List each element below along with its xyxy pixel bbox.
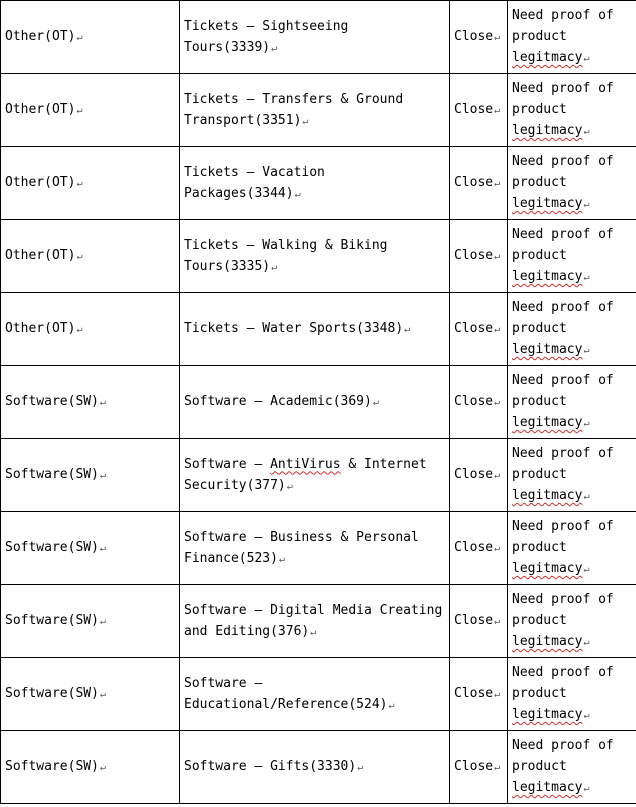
category-text: Other(OT) — [5, 29, 76, 44]
table-row — [1, 147, 636, 220]
paragraph-mark-icon: ↵ — [357, 762, 364, 773]
status-text: Close — [454, 613, 494, 628]
paragraph-mark-icon: ↵ — [76, 32, 83, 43]
category-text: Software(SW) — [5, 759, 99, 774]
note-cell — [508, 439, 636, 512]
status-text: Close — [454, 540, 494, 555]
spellcheck-word: legitmacy — [512, 707, 583, 722]
note-cell — [508, 512, 636, 585]
product-name-cell — [180, 147, 450, 220]
paragraph-mark-icon: ↵ — [583, 783, 590, 794]
paragraph-mark-icon: ↵ — [494, 470, 501, 481]
paragraph-mark-icon: ↵ — [583, 53, 590, 64]
status-cell — [450, 74, 508, 147]
paragraph-mark-icon: ↵ — [294, 188, 301, 200]
product-name-cell — [180, 293, 450, 366]
paragraph-mark-icon: ↵ — [286, 480, 293, 492]
product-name-cell — [180, 1, 450, 74]
product-name-text: Tickets – Water Sports(3348) — [184, 321, 404, 336]
paragraph-mark-icon: ↵ — [583, 345, 590, 356]
status-text: Close — [454, 102, 494, 117]
status-cell — [450, 512, 508, 585]
status-text: Close — [454, 321, 494, 336]
product-name-text: Software – Gifts(3330) — [184, 759, 357, 774]
category-cell — [1, 366, 180, 439]
table-row — [1, 220, 636, 293]
paragraph-mark-icon: ↵ — [583, 126, 590, 137]
category-cell — [1, 439, 180, 512]
status-cell — [450, 585, 508, 658]
note-text: Need proof of product — [512, 81, 614, 117]
status-text: Close — [454, 686, 494, 701]
product-name-text: Software – Educational/Reference(524) — [184, 675, 388, 712]
table-row — [1, 585, 636, 658]
status-text: Close — [454, 29, 494, 44]
paragraph-mark-icon: ↵ — [494, 543, 501, 554]
status-text: Close — [454, 467, 494, 482]
spellcheck-word: legitmacy — [512, 415, 583, 430]
category-text: Software(SW) — [5, 686, 99, 701]
status-cell — [450, 147, 508, 220]
paragraph-mark-icon: ↵ — [99, 470, 106, 481]
paragraph-mark-icon: ↵ — [494, 397, 501, 408]
paragraph-mark-icon: ↵ — [76, 178, 83, 189]
category-cell — [1, 74, 180, 147]
paragraph-mark-icon: ↵ — [404, 324, 411, 335]
spellcheck-word: legitmacy — [512, 123, 583, 138]
note-cell — [508, 1, 636, 74]
note-cell — [508, 293, 636, 366]
status-cell — [450, 293, 508, 366]
spellcheck-word: legitmacy — [512, 488, 583, 503]
table-row — [1, 439, 636, 512]
note-cell — [508, 220, 636, 293]
note-cell — [508, 147, 636, 220]
status-cell — [450, 220, 508, 293]
status-cell — [450, 1, 508, 74]
note-cell — [508, 74, 636, 147]
note-text: Need proof of product — [512, 738, 614, 774]
product-name-text: Tickets – Walking & Biking Tours(3335) — [184, 237, 388, 274]
status-cell — [450, 731, 508, 804]
paragraph-mark-icon: ↵ — [583, 199, 590, 210]
paragraph-mark-icon: ↵ — [494, 689, 501, 700]
product-name-cell — [180, 512, 450, 585]
status-text: Close — [454, 175, 494, 190]
table-row — [1, 731, 636, 804]
category-text: Software(SW) — [5, 467, 99, 482]
spellcheck-word: legitmacy — [512, 269, 583, 284]
category-text: Software(SW) — [5, 613, 99, 628]
table-row — [1, 1, 636, 74]
category-text: Other(OT) — [5, 175, 76, 190]
note-text: Need proof of product — [512, 227, 614, 263]
paragraph-mark-icon: ↵ — [302, 115, 309, 127]
category-text: Other(OT) — [5, 248, 76, 263]
product-name-cell — [180, 658, 450, 731]
paragraph-mark-icon: ↵ — [278, 553, 285, 565]
note-text: Need proof of product — [512, 300, 614, 336]
paragraph-mark-icon: ↵ — [99, 616, 106, 627]
note-text: Need proof of product — [512, 154, 614, 190]
category-cell — [1, 147, 180, 220]
category-cell — [1, 512, 180, 585]
paragraph-mark-icon: ↵ — [583, 491, 590, 502]
paragraph-mark-icon: ↵ — [99, 543, 106, 554]
category-cell — [1, 585, 180, 658]
table-row — [1, 512, 636, 585]
table-row — [1, 658, 636, 731]
spellcheck-word: legitmacy — [512, 196, 583, 211]
product-name-text: Software – — [184, 456, 271, 472]
paragraph-mark-icon: ↵ — [494, 32, 501, 43]
category-text: Other(OT) — [5, 321, 76, 336]
paragraph-mark-icon: ↵ — [99, 689, 106, 700]
product-name-cell — [180, 439, 450, 512]
product-name-text: Tickets – Sightseeing Tours(3339) — [184, 18, 349, 55]
category-text: Other(OT) — [5, 102, 76, 117]
product-name-cell — [180, 220, 450, 293]
paragraph-mark-icon: ↵ — [583, 418, 590, 429]
paragraph-mark-icon: ↵ — [583, 564, 590, 575]
spellcheck-word: legitmacy — [512, 634, 583, 649]
paragraph-mark-icon: ↵ — [310, 626, 317, 638]
note-text: Need proof of product — [512, 519, 614, 555]
spellcheck-word: legitmacy — [512, 50, 583, 65]
category-cell — [1, 220, 180, 293]
status-text: Close — [454, 394, 494, 409]
note-text: Need proof of product — [512, 8, 614, 44]
paragraph-mark-icon: ↵ — [76, 251, 83, 262]
paragraph-mark-icon: ↵ — [99, 762, 106, 773]
product-name-cell — [180, 585, 450, 658]
product-name-cell — [180, 731, 450, 804]
category-cell — [1, 293, 180, 366]
paragraph-mark-icon: ↵ — [494, 105, 501, 116]
status-text: Close — [454, 759, 494, 774]
product-name-text: Tickets – Vacation Packages(3344) — [184, 164, 325, 201]
product-name-text-rest: & Internet Security(377) — [184, 456, 427, 493]
category-text: Software(SW) — [5, 394, 99, 409]
product-name-text: Tickets – Transfers & Ground Transport(3351) — [184, 91, 404, 128]
category-text: Software(SW) — [5, 540, 99, 555]
category-cell — [1, 658, 180, 731]
note-text: Need proof of product — [512, 373, 614, 409]
product-name-cell — [180, 366, 450, 439]
paragraph-mark-icon: ↵ — [76, 105, 83, 116]
note-cell — [508, 366, 636, 439]
spellcheck-word: AntiVirus — [270, 456, 341, 472]
table-row — [1, 74, 636, 147]
paragraph-mark-icon: ↵ — [372, 397, 379, 408]
paragraph-mark-icon: ↵ — [271, 261, 278, 273]
table-body — [1, 1, 636, 804]
product-name-cell — [180, 74, 450, 147]
note-cell — [508, 585, 636, 658]
status-text: Close — [454, 248, 494, 263]
spellcheck-word: legitmacy — [512, 561, 583, 576]
note-text: Need proof of product — [512, 665, 614, 701]
status-cell — [450, 366, 508, 439]
paragraph-mark-icon: ↵ — [494, 178, 501, 189]
note-cell — [508, 731, 636, 804]
category-cell — [1, 731, 180, 804]
product-name-text: Software – Business & Personal Finance(523) — [184, 529, 419, 566]
paragraph-mark-icon: ↵ — [583, 637, 590, 648]
paragraph-mark-icon: ↵ — [583, 272, 590, 283]
paragraph-mark-icon: ↵ — [583, 710, 590, 721]
status-cell — [450, 658, 508, 731]
paragraph-mark-icon: ↵ — [271, 42, 278, 54]
note-text: Need proof of product — [512, 592, 614, 628]
paragraph-mark-icon: ↵ — [494, 616, 501, 627]
note-text: Need proof of product — [512, 446, 614, 482]
note-cell — [508, 658, 636, 731]
product-name-text: Software – Academic(369) — [184, 394, 372, 409]
table-row — [1, 366, 636, 439]
table-row — [1, 293, 636, 366]
paragraph-mark-icon: ↵ — [494, 251, 501, 262]
spellcheck-word: legitmacy — [512, 342, 583, 357]
paragraph-mark-icon: ↵ — [99, 397, 106, 408]
paragraph-mark-icon: ↵ — [494, 762, 501, 773]
paragraph-mark-icon: ↵ — [388, 699, 395, 711]
paragraph-mark-icon: ↵ — [494, 324, 501, 335]
paragraph-mark-icon: ↵ — [76, 324, 83, 335]
status-cell — [450, 439, 508, 512]
product-name-text: Software – Digital Media Creating and Editing(376) — [184, 602, 443, 639]
category-cell — [1, 1, 180, 74]
spellcheck-word: legitmacy — [512, 780, 583, 795]
